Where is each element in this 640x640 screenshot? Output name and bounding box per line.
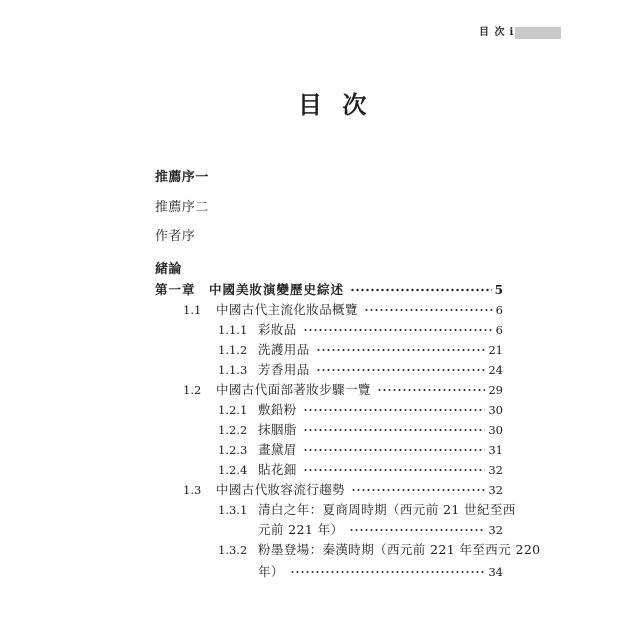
dot-leader — [364, 300, 493, 320]
part-title: 緒論 — [155, 262, 182, 277]
page-title: 目 次 — [298, 90, 373, 119]
subsection-number: 1.2.1 — [218, 403, 248, 417]
page-number: 6 — [495, 323, 503, 337]
running-header — [479, 26, 561, 39]
dot-leader — [290, 562, 486, 582]
page-number: 5 — [494, 283, 503, 297]
toc-subsection-entry — [218, 540, 541, 560]
header-page-number: i — [509, 27, 514, 38]
section-number: 1.1 — [183, 303, 202, 317]
dot-leader — [303, 440, 486, 460]
page-number: 32 — [488, 463, 503, 477]
toc-section-entry — [183, 480, 503, 500]
subsection-title: 芳香用品 — [258, 362, 310, 377]
dot-leader — [349, 520, 485, 540]
page-number: 32 — [488, 483, 503, 497]
toc-subsection-entry-continuation — [258, 562, 503, 582]
subsection-title: 彩妝品 — [258, 322, 297, 337]
page-number: 21 — [488, 343, 503, 357]
front-matter-title: 推薦序一 — [155, 170, 209, 185]
section-number: 1.3 — [183, 483, 202, 497]
toc-subsection-entry — [218, 400, 503, 420]
toc-subsection-entry — [218, 360, 503, 380]
header-section-label: 目 次 — [479, 27, 506, 38]
front-matter-title: 推薦序二 — [155, 200, 209, 215]
subsection-title-line-1: 清白之年：夏商周時期（西元前 21 世紀至西 — [258, 502, 516, 517]
toc-subsection-entry — [218, 500, 516, 520]
subsection-title: 敷鉛粉 — [258, 402, 297, 417]
dot-leader — [316, 340, 486, 360]
page-number: 31 — [488, 443, 503, 457]
toc-subsection-entry — [218, 420, 503, 440]
subsection-number: 1.1.1 — [218, 323, 248, 337]
toc-front-matter-item — [155, 168, 503, 188]
front-matter-title: 作者序 — [155, 229, 196, 244]
toc-subsection-entry — [218, 460, 503, 480]
dot-leader — [316, 360, 486, 380]
toc-subsection-entry — [218, 440, 503, 460]
toc-subsection-entry-continuation — [258, 520, 503, 540]
header-gray-bar — [515, 27, 561, 39]
subsection-title: 貼花鈿 — [258, 462, 297, 477]
toc-subsection-entry — [218, 340, 503, 360]
section-title: 中國古代面部著妝步驟一覽 — [216, 382, 371, 397]
subsection-number: 1.1.2 — [218, 343, 248, 357]
section-title: 中國古代妝容流行趨勢 — [216, 482, 346, 497]
subsection-number: 1.2.4 — [218, 463, 248, 477]
dot-leader — [377, 380, 486, 400]
chapter-number: 第一章 — [155, 282, 196, 297]
dot-leader — [350, 280, 492, 300]
page-number: 32 — [488, 523, 503, 537]
toc-section-entry — [183, 380, 503, 400]
subsection-number: 1.3.1 — [218, 503, 248, 517]
subsection-number: 1.2.3 — [218, 443, 248, 457]
page-number: 30 — [488, 403, 503, 417]
subsection-title: 抹胭脂 — [258, 422, 297, 437]
page-number: 29 — [488, 383, 503, 397]
page-number: 30 — [488, 423, 503, 437]
subsection-title-line-1: 粉墨登場：秦漢時期（西元前 221 年至西元 220 — [258, 542, 541, 557]
subsection-title: 畫黛眉 — [258, 442, 297, 457]
subsection-title-line-2: 元前 221 年） — [258, 522, 344, 537]
subsection-number: 1.2.2 — [218, 423, 248, 437]
page-number: 34 — [488, 565, 503, 579]
subsection-number: 1.1.3 — [218, 363, 248, 377]
subsection-title: 洗護用品 — [258, 342, 310, 357]
page-number: 24 — [488, 363, 503, 377]
subsection-number: 1.3.2 — [218, 543, 248, 557]
section-number: 1.2 — [183, 383, 202, 397]
dot-leader — [351, 480, 485, 500]
toc-subsection-entry — [218, 320, 503, 340]
toc-chapter-entry — [155, 280, 503, 300]
toc-section-entry — [183, 300, 503, 320]
dot-leader — [303, 320, 493, 340]
toc-front-matter-item — [155, 198, 503, 218]
dot-leader — [303, 460, 486, 480]
toc-part-heading — [155, 260, 503, 280]
section-title: 中國古代主流化妝品概覽 — [216, 302, 358, 317]
dot-leader — [303, 400, 486, 420]
dot-leader — [303, 420, 486, 440]
page-number: 6 — [495, 303, 503, 317]
subsection-title-line-2: 年） — [258, 564, 284, 579]
toc-front-matter-item — [155, 227, 503, 247]
chapter-title: 中國美妝演變歷史綜述 — [209, 282, 345, 297]
